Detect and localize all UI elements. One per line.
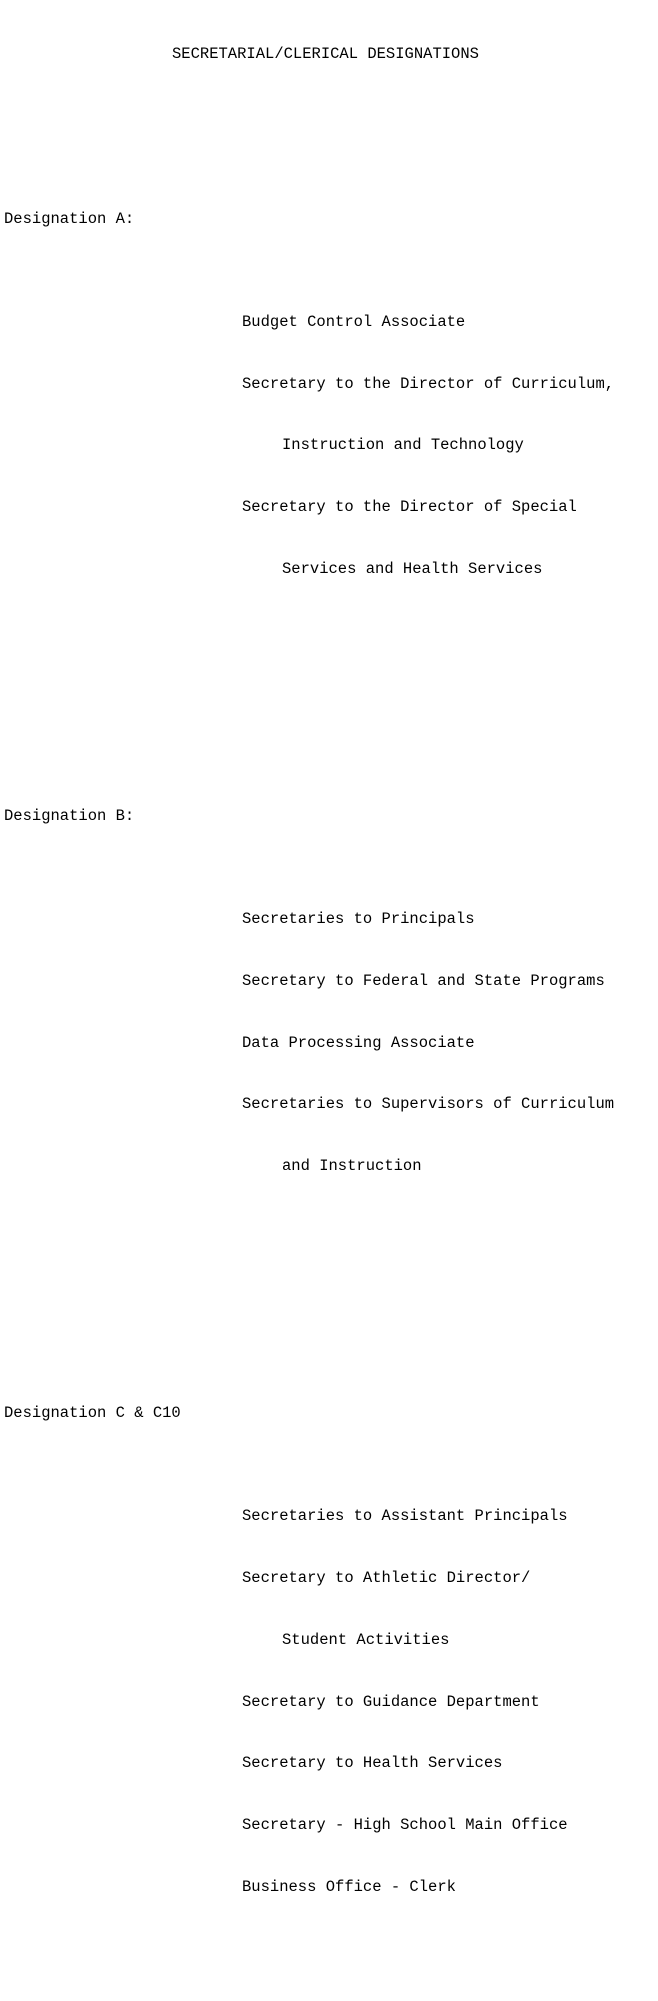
- position-line: Secretary to Health Services: [242, 1754, 503, 1773]
- position-line-continuation: and Instruction: [282, 1157, 422, 1176]
- position-line: Secretaries to Supervisors of Curriculum: [242, 1095, 615, 1114]
- position-line: Secretary to the Director of Curriculum,: [242, 374, 615, 393]
- designation-b-list: [242, 868, 654, 1218]
- designation-b-label: Designation B:: [4, 807, 135, 826]
- position-line: Secretaries to Assistant Principals: [242, 1507, 568, 1526]
- designation-c-section: [4, 1403, 654, 1980]
- blank-line: [4, 1300, 654, 1321]
- blank-line: [4, 703, 654, 724]
- position-line: Business Office - Clerk: [242, 1878, 456, 1897]
- designation-c-label: Designation C & C10: [4, 1404, 181, 1423]
- position-line: Budget Control Associate: [242, 312, 466, 331]
- position-line-continuation: Instruction and Technology: [282, 436, 524, 455]
- position-line: Secretary to Federal and State Programs: [242, 971, 605, 990]
- position-line: Data Processing Associate: [242, 1033, 475, 1052]
- position-line: Secretary to Athletic Director/: [242, 1569, 531, 1588]
- position-line: Secretary to the Director of Special: [242, 498, 577, 517]
- position-line-continuation: Student Activities: [282, 1630, 450, 1649]
- designation-a-section: [4, 209, 654, 662]
- position-line: Secretary - High School Main Office: [242, 1816, 568, 1835]
- position-line-continuation: Services and Health Services: [282, 560, 543, 579]
- document: [4, 3, 654, 2001]
- blank-line: [4, 106, 654, 127]
- designation-b-section: [4, 806, 654, 1259]
- position-line: Secretaries to Principals: [242, 910, 475, 929]
- document-title: SECRETARIAL/CLERICAL DESIGNATIONS: [172, 45, 479, 64]
- designation-c-list: [242, 1465, 654, 1939]
- designation-a-list: [242, 271, 654, 621]
- designation-a-label: Designation A:: [4, 209, 135, 228]
- position-line: Secretary to Guidance Department: [242, 1692, 540, 1711]
